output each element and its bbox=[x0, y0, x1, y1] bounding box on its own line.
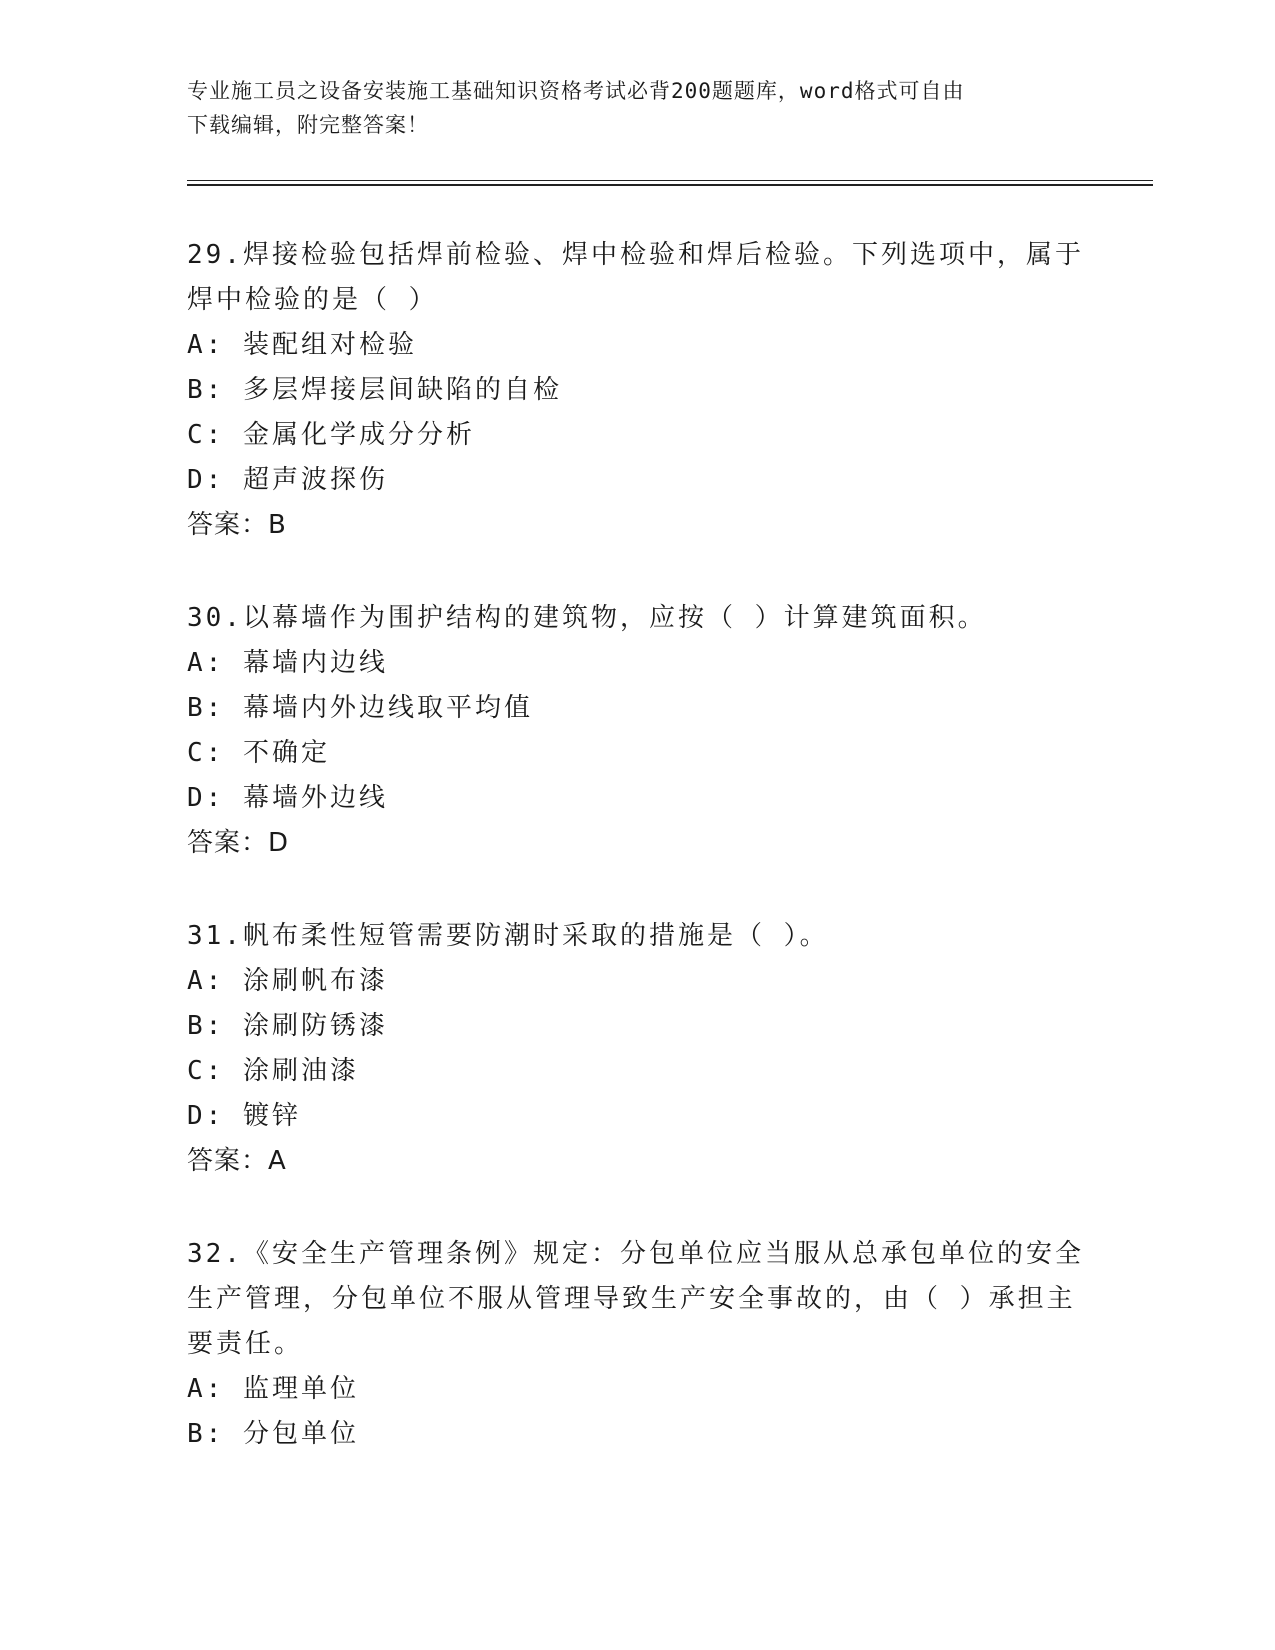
answer-line: 答案：B bbox=[187, 510, 287, 540]
question-text: 31.帆布柔性短管需要防潮时采取的措施是（ ）。 bbox=[187, 921, 829, 951]
question-text: 29.焊接检验包括焊前检验、焊中检验和焊后检验。下列选项中，属于焊中检验的是（ ） bbox=[187, 240, 1084, 315]
question-list bbox=[187, 233, 1087, 1505]
document-header bbox=[187, 74, 1087, 142]
option-c: C: 涂刷油漆 bbox=[187, 1056, 359, 1086]
option-b: B: 分包单位 bbox=[187, 1419, 359, 1449]
option-b: B: 多层焊接层间缺陷的自检 bbox=[187, 375, 562, 405]
option-a: A: 幕墙内边线 bbox=[187, 648, 388, 678]
question-30 bbox=[187, 596, 1087, 866]
option-d: D: 幕墙外边线 bbox=[187, 783, 388, 813]
header-line-2: 下载编辑，附完整答案！ bbox=[187, 113, 429, 137]
question-text: 32.《安全生产管理条例》规定：分包单位应当服从总承包单位的安全生产管理，分包单位不服从管理导致生产安全事故的，由（ ）承担主要责任。 bbox=[187, 1239, 1084, 1359]
answer-line: 答案：A bbox=[187, 1146, 287, 1176]
header-line-1: 专业施工员之设备安装施工基础知识资格考试必背200题题库，word格式可自由 bbox=[187, 79, 965, 103]
question-29 bbox=[187, 233, 1087, 548]
question-text: 30.以幕墙作为围护结构的建筑物，应按（ ）计算建筑面积。 bbox=[187, 603, 987, 633]
option-c: C: 金属化学成分分析 bbox=[187, 420, 475, 450]
option-d: D: 镀锌 bbox=[187, 1101, 301, 1131]
header-divider-thick bbox=[187, 184, 1153, 186]
question-32 bbox=[187, 1232, 1087, 1457]
option-b: B: 幕墙内外边线取平均值 bbox=[187, 693, 533, 723]
option-b: B: 涂刷防锈漆 bbox=[187, 1011, 388, 1041]
question-31 bbox=[187, 914, 1087, 1184]
option-a: A: 涂刷帆布漆 bbox=[187, 966, 388, 996]
option-a: A: 装配组对检验 bbox=[187, 330, 417, 360]
option-d: D: 超声波探伤 bbox=[187, 465, 388, 495]
option-c: C: 不确定 bbox=[187, 738, 330, 768]
option-a: A: 监理单位 bbox=[187, 1374, 359, 1404]
header-divider-thin bbox=[187, 180, 1153, 181]
answer-line: 答案：D bbox=[187, 828, 290, 858]
